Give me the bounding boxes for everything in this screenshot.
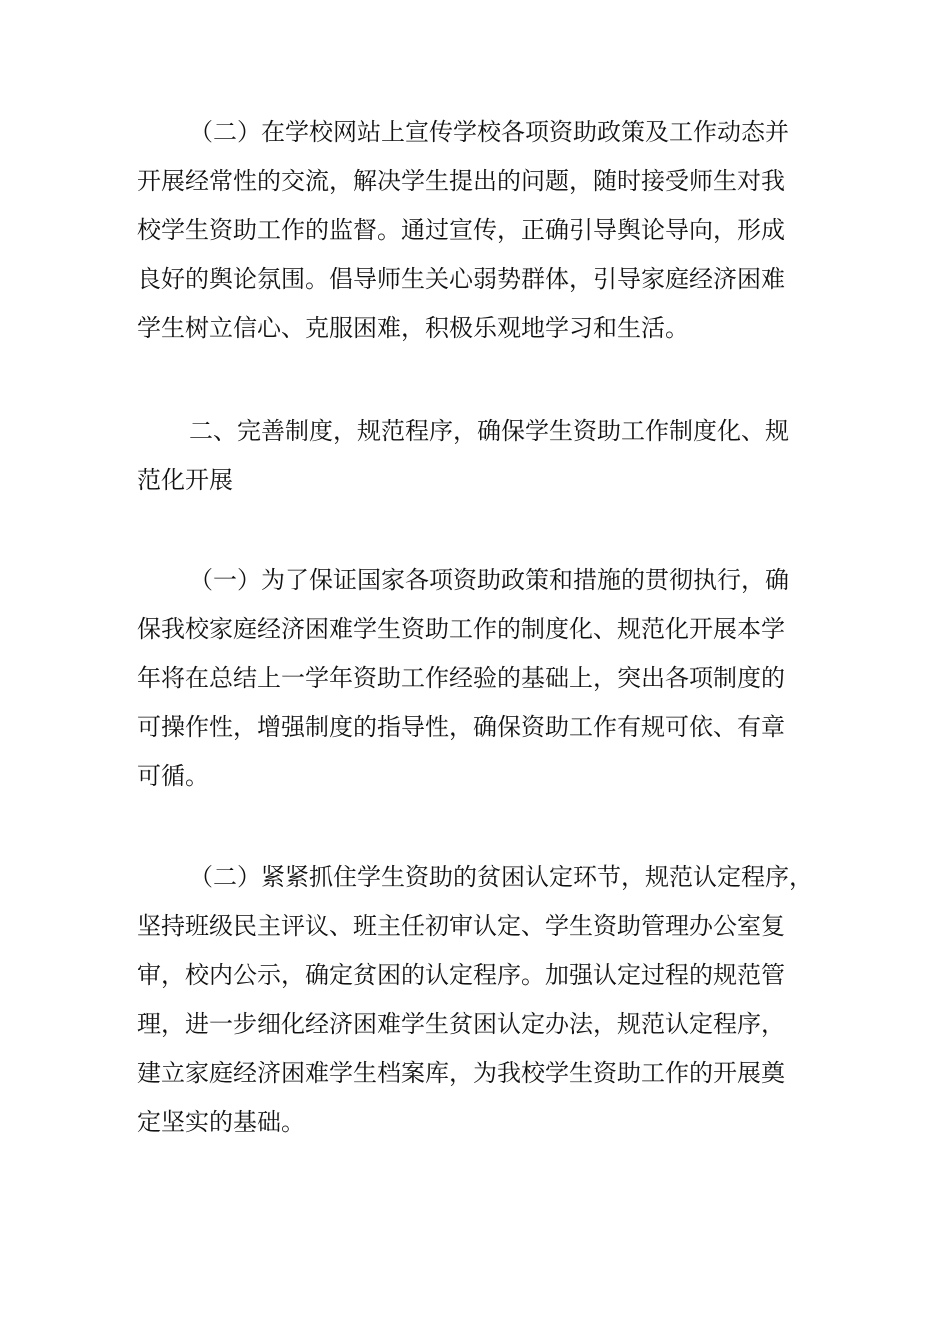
- paragraph-line: 可操作性，增强制度的指导性，确保资助工作有规可依、有章: [137, 713, 785, 741]
- paragraph-publicity-website: [137, 108, 837, 353]
- paragraph-line: 定坚实的基础。: [137, 1108, 305, 1136]
- heading-line: 范化开展: [137, 466, 233, 494]
- section-heading-two: [137, 407, 837, 505]
- paragraph-line: 校学生资助工作的监督。通过宣传，正确引导舆论导向，形成: [137, 216, 785, 244]
- paragraph-line: 年将在总结上一学年资助工作经验的基础上，突出各项制度的: [137, 664, 785, 692]
- heading-line: 二、完善制度，规范程序，确保学生资助工作制度化、规: [189, 417, 789, 445]
- paragraph-line: （二）在学校网站上宣传学校各项资助政策及工作动态并: [189, 118, 789, 146]
- paragraph-line: （二）紧紧抓住学生资助的贫困认定环节，规范认定程序，: [189, 863, 813, 891]
- paragraph-line: 坚持班级民主评议、班主任初审认定、学生资助管理办公室复: [137, 912, 785, 940]
- paragraph-line: 良好的舆论氛围。倡导师生关心弱势群体，引导家庭经济困难: [137, 265, 785, 293]
- paragraph-line: 建立家庭经济困难学生档案库，为我校学生资助工作的开展奠: [137, 1059, 785, 1087]
- paragraph-line: 可循。: [137, 762, 209, 790]
- paragraph-poverty-certification: [137, 853, 837, 1147]
- paragraph-system-policy: [137, 556, 837, 801]
- paragraph-line: 开展经常性的交流，解决学生提出的问题，随时接受师生对我: [137, 167, 785, 195]
- paragraph-line: 审，校内公示，确定贫困的认定程序。加强认定过程的规范管: [137, 961, 785, 989]
- paragraph-line: 学生树立信心、克服困难，积极乐观地学习和生活。: [137, 314, 689, 342]
- paragraph-line: （一）为了保证国家各项资助政策和措施的贯彻执行，确: [189, 566, 789, 594]
- paragraph-line: 理，进一步细化经济困难学生贫困认定办法，规范认定程序，: [137, 1010, 785, 1038]
- paragraph-line: 保我校家庭经济困难学生资助工作的制度化、规范化开展本学: [137, 615, 785, 643]
